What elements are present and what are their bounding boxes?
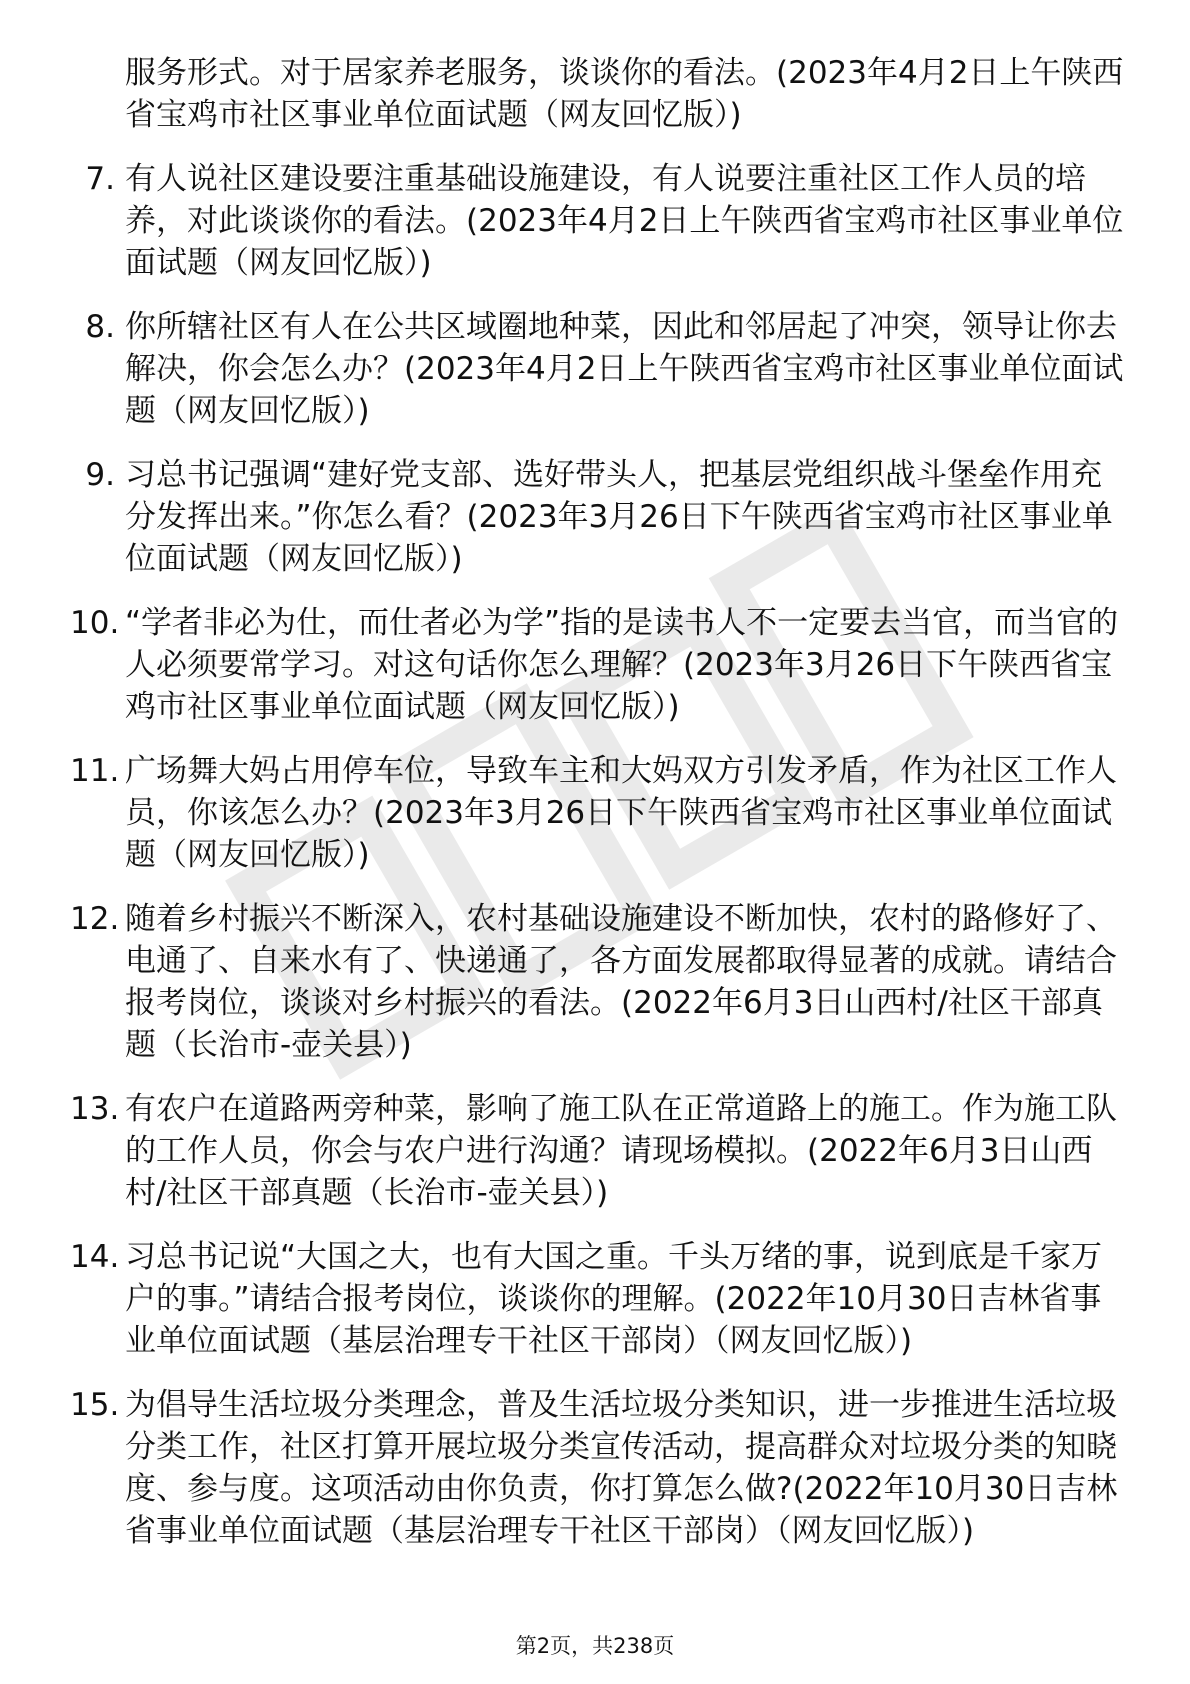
item-number: 13. bbox=[70, 1091, 120, 1127]
list-item bbox=[70, 454, 1125, 580]
item-number: 14. bbox=[70, 1239, 120, 1275]
list-item bbox=[70, 602, 1125, 728]
item-number: 11. bbox=[70, 753, 120, 789]
item-text: 习总书记说“大国之大，也有大国之重。千头万绪的事，说到底是千家万户的事。”请结合报考岗位，谈谈你的理解。(2022年10月30日吉林省事业单位面试题（基层治理专干社区干部岗）（网友回忆版）) bbox=[125, 1239, 1103, 1359]
item-number: 15. bbox=[70, 1387, 120, 1423]
item-text: 有人说社区建设要注重基础设施建设，有人说要注重社区工作人员的培养，对此谈谈你的看法。(2023年4月2日上午陕西省宝鸡市社区事业单位面试题（网友回忆版）) bbox=[125, 161, 1124, 281]
item-text: 习总书记强调“建好党支部、选好带头人，把基层党组织战斗堡垒作用充分发挥出来。”你怎么看？(2023年3月26日下午陕西省宝鸡市社区事业单位面试题（网友回忆版）) bbox=[125, 457, 1113, 577]
list-item bbox=[70, 898, 1125, 1066]
item-text: 你所辖社区有人在公共区域圈地种菜，因此和邻居起了冲突，领导让你去解决，你会怎么办？(2023年4月2日上午陕西省宝鸡市社区事业单位面试题（网友回忆版）) bbox=[125, 309, 1124, 429]
item-text: 广场舞大妈占用停车位，导致车主和大妈双方引发矛盾，作为社区工作人员，你该怎么办？(2023年3月26日下午陕西省宝鸡市社区事业单位面试题（网友回忆版）) bbox=[125, 753, 1117, 873]
list-item bbox=[70, 1384, 1125, 1552]
page-footer bbox=[0, 1630, 1190, 1660]
list-item bbox=[70, 306, 1125, 432]
item-text: 随着乡村振兴不断深入，农村基础设施建设不断加快，农村的路修好了、电通了、自来水有了、快递通了，各方面发展都取得显著的成就。请结合报考岗位，谈谈对乡村振兴的看法。(2022年6月3日山西村/社区干部真题（长治市-壶关县）) bbox=[125, 901, 1117, 1063]
item-text: 有农户在道路两旁种菜，影响了施工队在正常道路上的施工。作为施工队的工作人员，你会与农户进行沟通？请现场模拟。(2022年6月3日山西村/社区干部真题（长治市-壶关县）) bbox=[125, 1091, 1117, 1211]
list-item bbox=[70, 52, 1125, 136]
item-number: 12. bbox=[70, 901, 120, 937]
item-number: 10. bbox=[70, 605, 120, 641]
question-list bbox=[70, 52, 1130, 1574]
list-item bbox=[70, 1088, 1125, 1214]
item-text: “学者非必为仕，而仕者必为学”指的是读书人不一定要去当官，而当官的人必须要常学习。对这句话你怎么理解？(2023年3月26日下午陕西省宝鸡市社区事业单位面试题（网友回忆版）) bbox=[125, 605, 1119, 725]
item-number: 8. bbox=[85, 309, 115, 345]
list-item bbox=[70, 158, 1125, 284]
list-item bbox=[70, 1236, 1125, 1362]
list-item bbox=[70, 750, 1125, 876]
item-text: 为倡导生活垃圾分类理念，普及生活垃圾分类知识，进一步推进生活垃圾分类工作，社区打算开展垃圾分类宣传活动，提高群众对垃圾分类的知晓度、参与度。这项活动由你负责，你打算怎么做?(2022年10月30日吉林省事业单位面试题（基层治理专干社区干部岗）（网友回忆版）) bbox=[125, 1387, 1118, 1549]
item-number: 7. bbox=[85, 161, 115, 197]
item-text: 服务形式。对于居家养老服务，谈谈你的看法。(2023年4月2日上午陕西省宝鸡市社区事业单位面试题（网友回忆版）) bbox=[125, 55, 1124, 133]
item-number: 9. bbox=[85, 457, 115, 493]
page-number-label: 第2页，共238页 bbox=[515, 1634, 675, 1658]
